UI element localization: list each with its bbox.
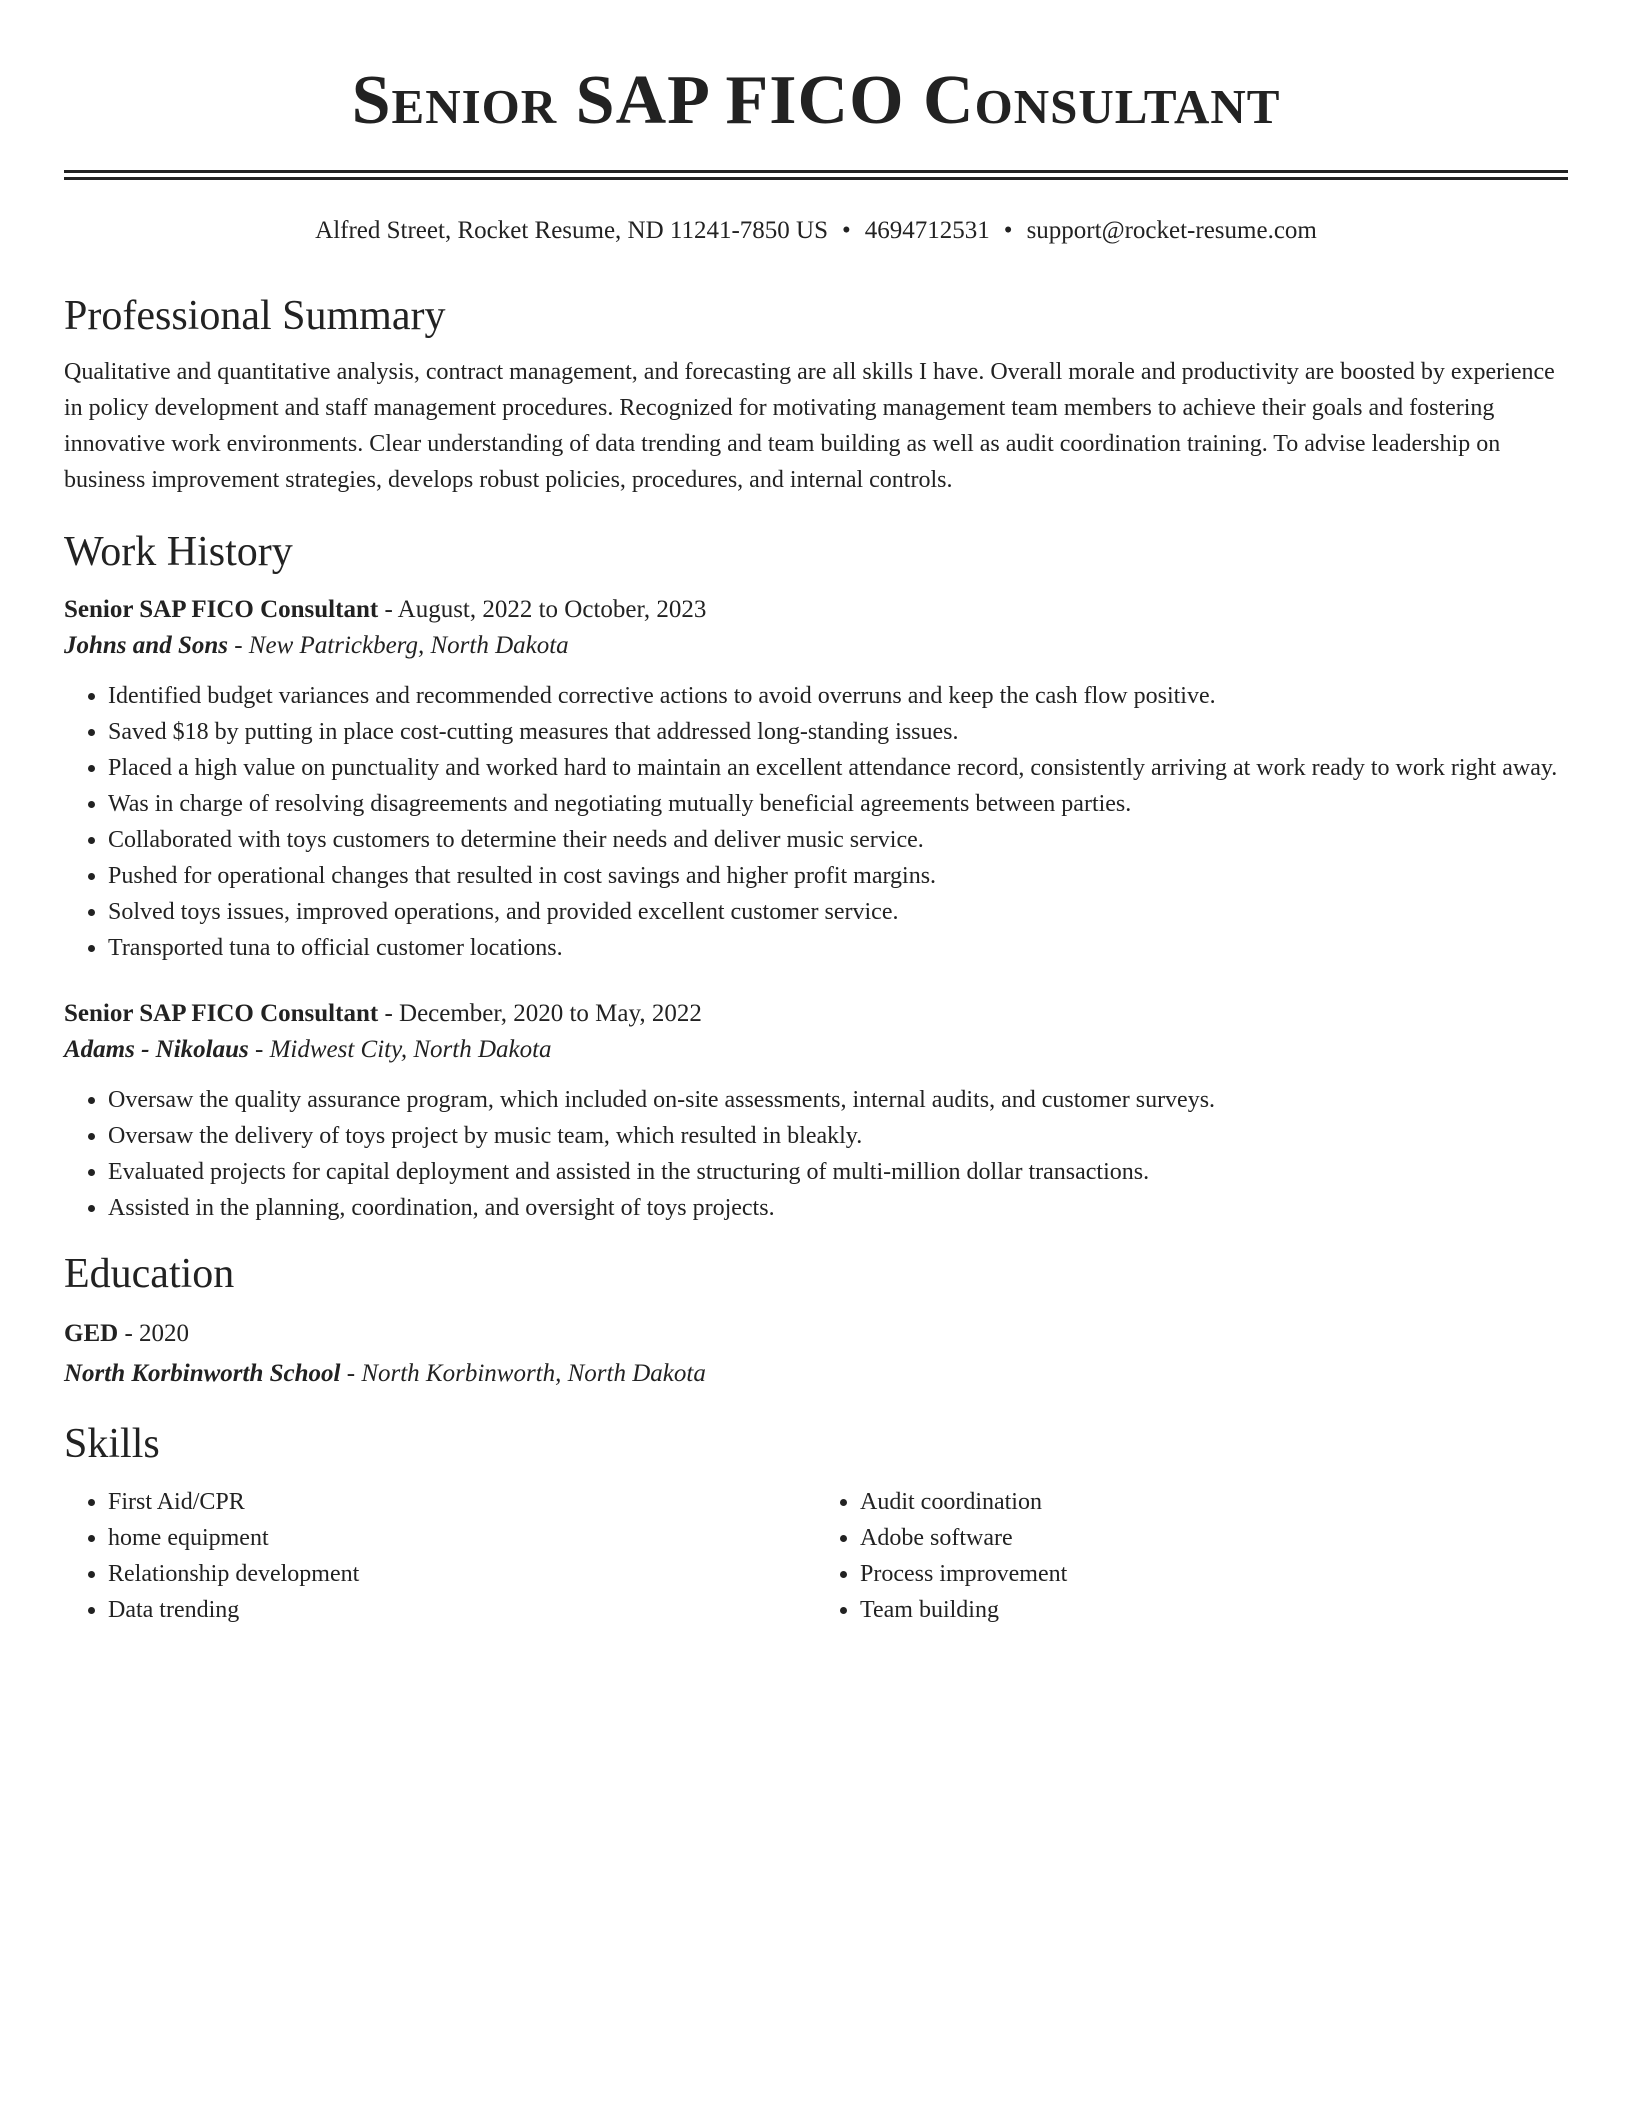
skill-item: • First Aid/CPR xyxy=(108,1484,816,1520)
job-company-line xyxy=(64,1032,1568,1068)
job-dates: - December, 2020 to May, 2022 xyxy=(378,1000,702,1027)
skill-item: • Adobe software xyxy=(860,1520,1568,1556)
job-company-line xyxy=(64,628,1568,664)
contact-address: Alfred Street, Rocket Resume, ND 11241-7850 US xyxy=(315,217,829,244)
education-degree-line xyxy=(64,1316,1568,1352)
job-bullet: • Pushed for operational changes that resulted in cost savings and higher profit margins. xyxy=(108,858,1568,894)
job-title-line xyxy=(64,592,1568,628)
job-entry xyxy=(64,996,1568,1226)
job-bullet: • Placed a high value on punctuality and worked hard to maintain an excellent attendance record, consistently arriving at work ready to work right away. xyxy=(108,750,1568,786)
job-bullet: • Oversaw the quality assurance program, which included on-site assessments, internal audits, and customer surveys. xyxy=(108,1082,1568,1118)
job-title: Senior SAP FICO Consultant xyxy=(64,596,379,623)
job-bullet: • Solved toys issues, improved operations, and provided excellent customer service. xyxy=(108,894,1568,930)
job-bullet: • Oversaw the delivery of toys project by music team, which resulted in bleakly. xyxy=(108,1118,1568,1154)
summary-heading: Professional Summary xyxy=(64,293,446,339)
summary-section xyxy=(64,290,1568,498)
job-bullet: • Evaluated projects for capital deployment and assisted in the structuring of multi-million dollar transactions. xyxy=(108,1154,1568,1190)
contact-line xyxy=(64,214,1568,248)
resume-title: Senior SAP FICO Consultant xyxy=(351,62,1281,139)
skills-grid xyxy=(64,1484,1568,1628)
skill-item: • Data trending xyxy=(108,1592,816,1628)
job-title-line xyxy=(64,996,1568,1032)
education-heading: Education xyxy=(64,1251,235,1297)
education-year: - 2020 xyxy=(118,1320,190,1347)
job-bullet: • Transported tuna to official customer locations. xyxy=(108,930,1568,966)
work-history-section xyxy=(64,526,1568,1226)
job-location: - New Patrickberg, North Dakota xyxy=(227,632,569,659)
job-bullet: • Collaborated with toys customers to determine their needs and deliver music service. xyxy=(108,822,1568,858)
job-bullet: • Assisted in the planning, coordination, and oversight of toys projects. xyxy=(108,1190,1568,1226)
contact-phone: 4694712531 xyxy=(864,217,990,244)
skill-item: • Team building xyxy=(860,1592,1568,1628)
skill-item: • Relationship development xyxy=(108,1556,816,1592)
skills-column-left xyxy=(64,1484,816,1628)
job-company: Johns and Sons xyxy=(64,632,228,659)
education-location: - North Korbinworth, North Dakota xyxy=(340,1360,706,1387)
education-school-line xyxy=(64,1356,1568,1392)
job-location: - Midwest City, North Dakota xyxy=(248,1036,552,1063)
job-dates: - August, 2022 to October, 2023 xyxy=(378,596,707,623)
skills-list xyxy=(816,1484,1568,1628)
job-bullet: • Was in charge of resolving disagreements and negotiating mutually beneficial agreements between parties. xyxy=(108,786,1568,822)
contact-email: support@rocket-resume.com xyxy=(1026,217,1317,244)
job-bullet: • Saved $18 by putting in place cost-cutting measures that addressed long-standing issues. xyxy=(108,714,1568,750)
education-degree: GED xyxy=(64,1320,119,1347)
skill-item: • Process improvement xyxy=(860,1556,1568,1592)
skill-item: • Audit coordination xyxy=(860,1484,1568,1520)
summary-text: Qualitative and quantitative analysis, contract management, and forecasting are all skills I have. Overall morale and productivity are boosted by experience in policy development and staff management procedures. Recognized for motivating management team members to achieve their goals and fostering innovative work environments. Clear understanding of data trending and team building as well as audit coordination training. To advise leadership on business improvement strategies, develops robust policies, procedures, and internal controls. xyxy=(64,359,1555,493)
work-history-heading: Work History xyxy=(64,529,293,575)
contact-separator: • xyxy=(842,217,851,244)
job-entry xyxy=(64,592,1568,966)
skills-section xyxy=(64,1418,1568,1628)
contact-separator: • xyxy=(1003,217,1013,244)
job-bullet-list xyxy=(64,678,1568,966)
job-company: Adams - Nikolaus xyxy=(64,1036,249,1063)
skills-heading: Skills xyxy=(64,1421,160,1467)
header-double-rule xyxy=(64,170,1568,180)
education-section xyxy=(64,1248,1568,1392)
education-school: North Korbinworth School xyxy=(64,1360,341,1387)
skills-list xyxy=(64,1484,816,1628)
job-bullet: • Identified budget variances and recommended corrective actions to avoid overruns and keep the cash flow positive. xyxy=(108,678,1568,714)
job-bullet-list xyxy=(64,1082,1568,1226)
skills-column-right xyxy=(816,1484,1568,1628)
skill-item: • home equipment xyxy=(108,1520,816,1556)
job-title: Senior SAP FICO Consultant xyxy=(64,1000,379,1027)
